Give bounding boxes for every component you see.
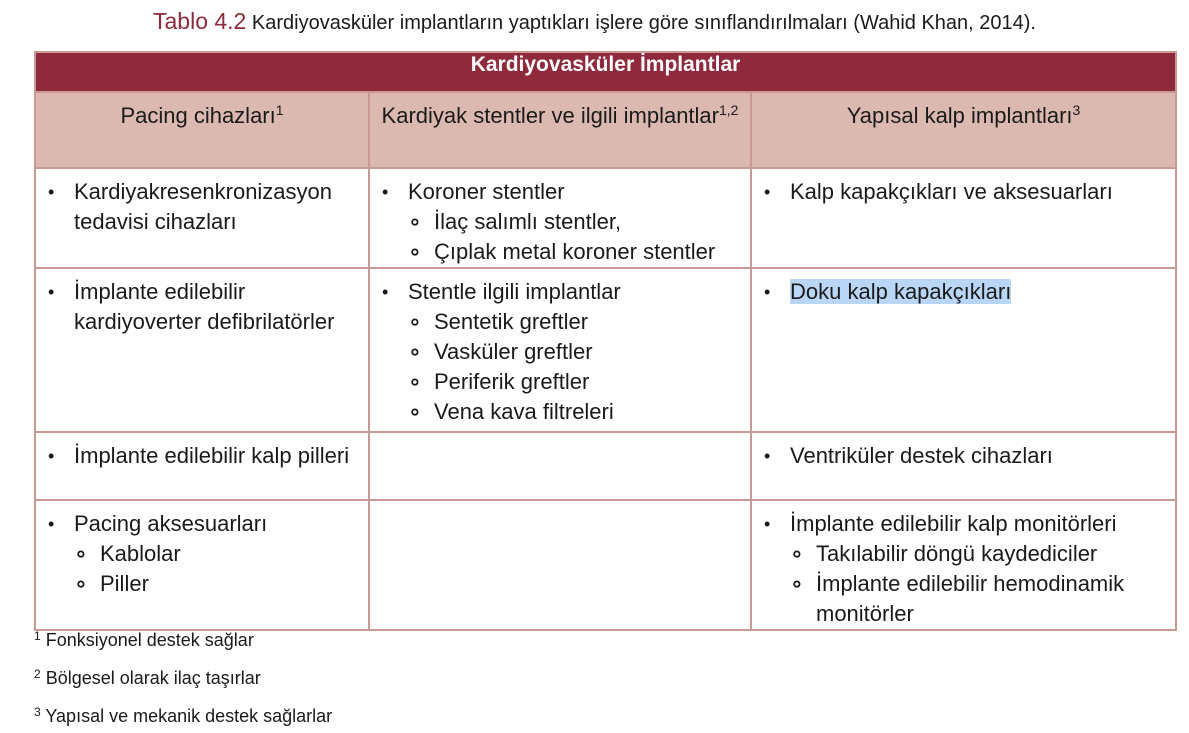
table-cell <box>35 432 369 500</box>
bullet-list <box>762 509 1167 629</box>
list-item: • Pacing aksesuarları <box>46 509 360 539</box>
bullet-list <box>46 509 360 599</box>
sub-list-item: ∘ Takılabilir döngü kaydediciler <box>762 539 1167 569</box>
table-cell-empty <box>369 500 751 630</box>
list-item: • Ventriküler destek cihazları <box>762 441 1167 471</box>
table-cell <box>751 500 1176 630</box>
bullet-list <box>46 177 360 237</box>
table-row <box>35 168 1176 268</box>
list-item: • İmplante edilebilir kalp pilleri <box>46 441 360 471</box>
table-cell <box>35 168 369 268</box>
footnote-3: $^3$ Yapısal ve mekanik destek sağlarlar <box>34 705 333 726</box>
bullet-list <box>380 177 742 267</box>
header-pacing: Pacing cihazları$^1$ <box>35 92 369 168</box>
list-item: • Kalp kapakçıkları ve aksesuarları <box>762 177 1167 207</box>
bullet-list <box>46 441 360 471</box>
header-stents: Kardiyak stentler ve ilgili implantlar$^{1,2}$ <box>369 92 751 168</box>
table-cell <box>751 168 1176 268</box>
table-caption <box>0 8 1189 35</box>
table-row <box>35 500 1176 630</box>
list-item: • İmplante edilebilir kalp monitörleri <box>762 509 1167 539</box>
bullet-list <box>46 277 360 337</box>
sub-list-item: ∘ Çıplak metal koroner stentler <box>380 237 742 267</box>
table-title: Kardiyovasküler İmplantlar <box>35 52 1176 92</box>
sub-list-item: ∘ Piller <box>46 569 360 599</box>
sub-list-item: ∘ İmplante edilebilir hemodinamik monitörler <box>762 569 1167 629</box>
footnote-1: $^1$ Fonksiyonel destek sağlar <box>34 629 254 650</box>
bullet-list <box>762 277 1167 307</box>
list-item: • Stentle ilgili implantlar <box>380 277 742 307</box>
sub-list-item: ∘ Kablolar <box>46 539 360 569</box>
list-item-selected[interactable] <box>762 277 1167 307</box>
caption-label: Tablo 4.2 <box>153 8 247 34</box>
table-row <box>35 268 1176 432</box>
bullet-list <box>380 277 742 427</box>
sub-list-item: ∘ İlaç salımlı stentler, <box>380 207 742 237</box>
header-structural: Yapısal kalp implantları$^3$ <box>751 92 1176 168</box>
sub-list-item: ∘ Vasküler greftler <box>380 337 742 367</box>
bullet-list <box>762 177 1167 207</box>
sub-list-item: ∘ Periferik greftler <box>380 367 742 397</box>
footnote-2: $^2$ Bölgesel olarak ilaç taşırlar <box>34 667 261 688</box>
table-cell <box>369 268 751 432</box>
table-cell <box>35 500 369 630</box>
caption-text: Kardiyovasküler implantların yaptıkları işlere göre sınıflandırılmaları (Wahid Khan, 2014). <box>251 12 1036 34</box>
bullet-list <box>762 441 1167 471</box>
table-cell <box>369 168 751 268</box>
selected-text[interactable]: Doku kalp kapakçıkları <box>790 279 1012 304</box>
sub-list-item: ∘ Vena kava filtreleri <box>380 397 742 427</box>
list-item: • İmplante edilebilir kardiyoverter defibrilatörler <box>46 277 360 337</box>
table-cell <box>751 432 1176 500</box>
table-row <box>35 432 1176 500</box>
implant-table <box>34 51 1177 631</box>
table-cell-empty <box>369 432 751 500</box>
table-cell <box>35 268 369 432</box>
list-item: • Kardiyakresenkronizasyon tedavisi cihazları <box>46 177 360 237</box>
sub-list-item: ∘ Sentetik greftler <box>380 307 742 337</box>
table-cell <box>751 268 1176 432</box>
list-item: • Koroner stentler <box>380 177 742 207</box>
